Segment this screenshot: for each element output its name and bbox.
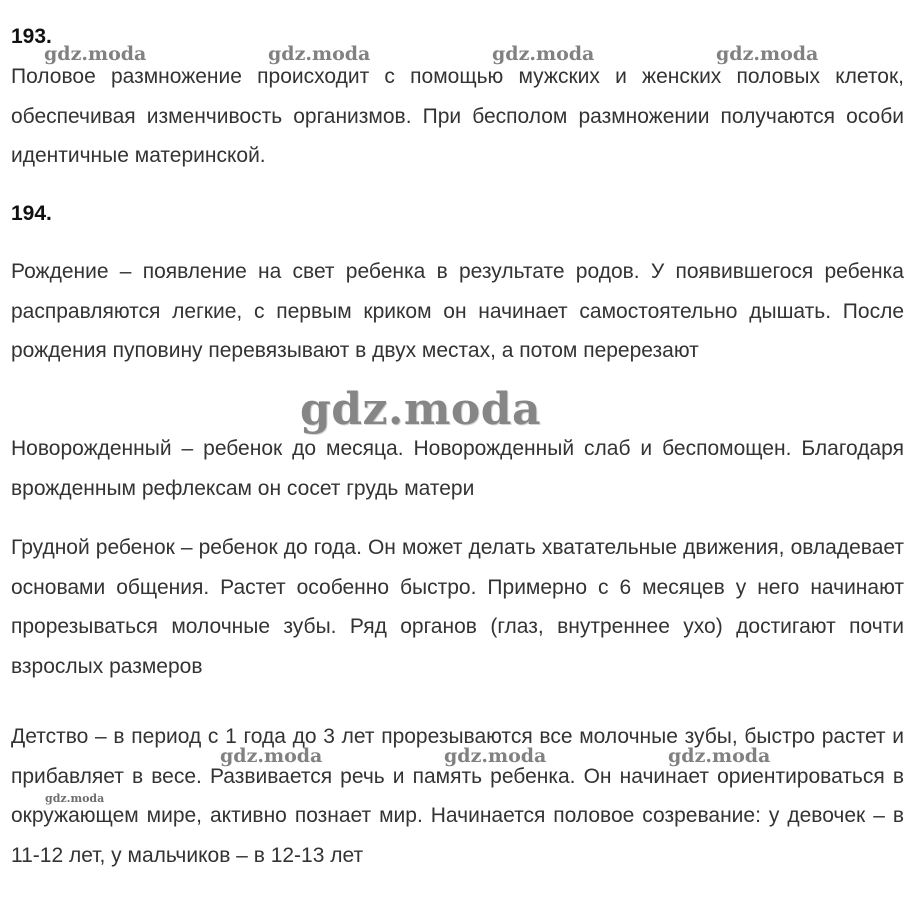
- watermark: gdz.moda: [220, 745, 323, 767]
- watermark: gdz.moda: [492, 43, 595, 65]
- task-194-number: 194.: [11, 202, 52, 225]
- task-194-paragraph-childhood: Детство – в период с 1 года до 3 лет прорезываются все молочные зубы, быстро растет и прибавляет в весе. Развивается речь и память ребенка. Он начинает ориентироваться в окружающем мире, активно познает мир. Начинается половое созревание: у девочек – в 11-12 лет, у мальчиков – в 12-13 лет: [11, 725, 904, 867]
- watermark-large: gdz.moda: [300, 384, 542, 435]
- watermark: gdz.moda: [716, 43, 819, 65]
- task-194-paragraph-newborn: Новорожденный – ребенок до месяца. Новорожденный слаб и беспомощен. Благодаря врожденным рефлексам он сосет грудь матери: [11, 437, 904, 500]
- task-193-number: 193.: [11, 25, 52, 48]
- watermark: gdz.moda: [44, 43, 147, 65]
- watermark: gdz.moda: [268, 43, 371, 65]
- watermark-small: gdz.moda: [45, 792, 105, 805]
- watermark: gdz.moda: [668, 745, 771, 767]
- task-193-paragraph: Половое размножение происходит с помощью мужских и женских половых клеток, обеспечивая изменчивость организмов. При бесполом размножении получаются особи идентичные материнской.: [11, 65, 904, 167]
- task-194-paragraph-birth: Рождение – появление на свет ребенка в результате родов. У появившегося ребенка расправляются легкие, с первым криком он начинает самостоятельно дышать. После рождения пуповину перевязывают в двух местах, а потом перерезают: [11, 260, 904, 362]
- task-194-paragraph-infant: Грудной ребенок – ребенок до года. Он может делать хватательные движения, овладевает основами общения. Растет особенно быстро. Примерно с 6 месяцев у него начинают прорезываться молочные зубы. Ряд органов (глаз, внутреннее ухо) достигают почти взрослых размеров: [11, 536, 904, 678]
- watermark: gdz.moda: [444, 745, 547, 767]
